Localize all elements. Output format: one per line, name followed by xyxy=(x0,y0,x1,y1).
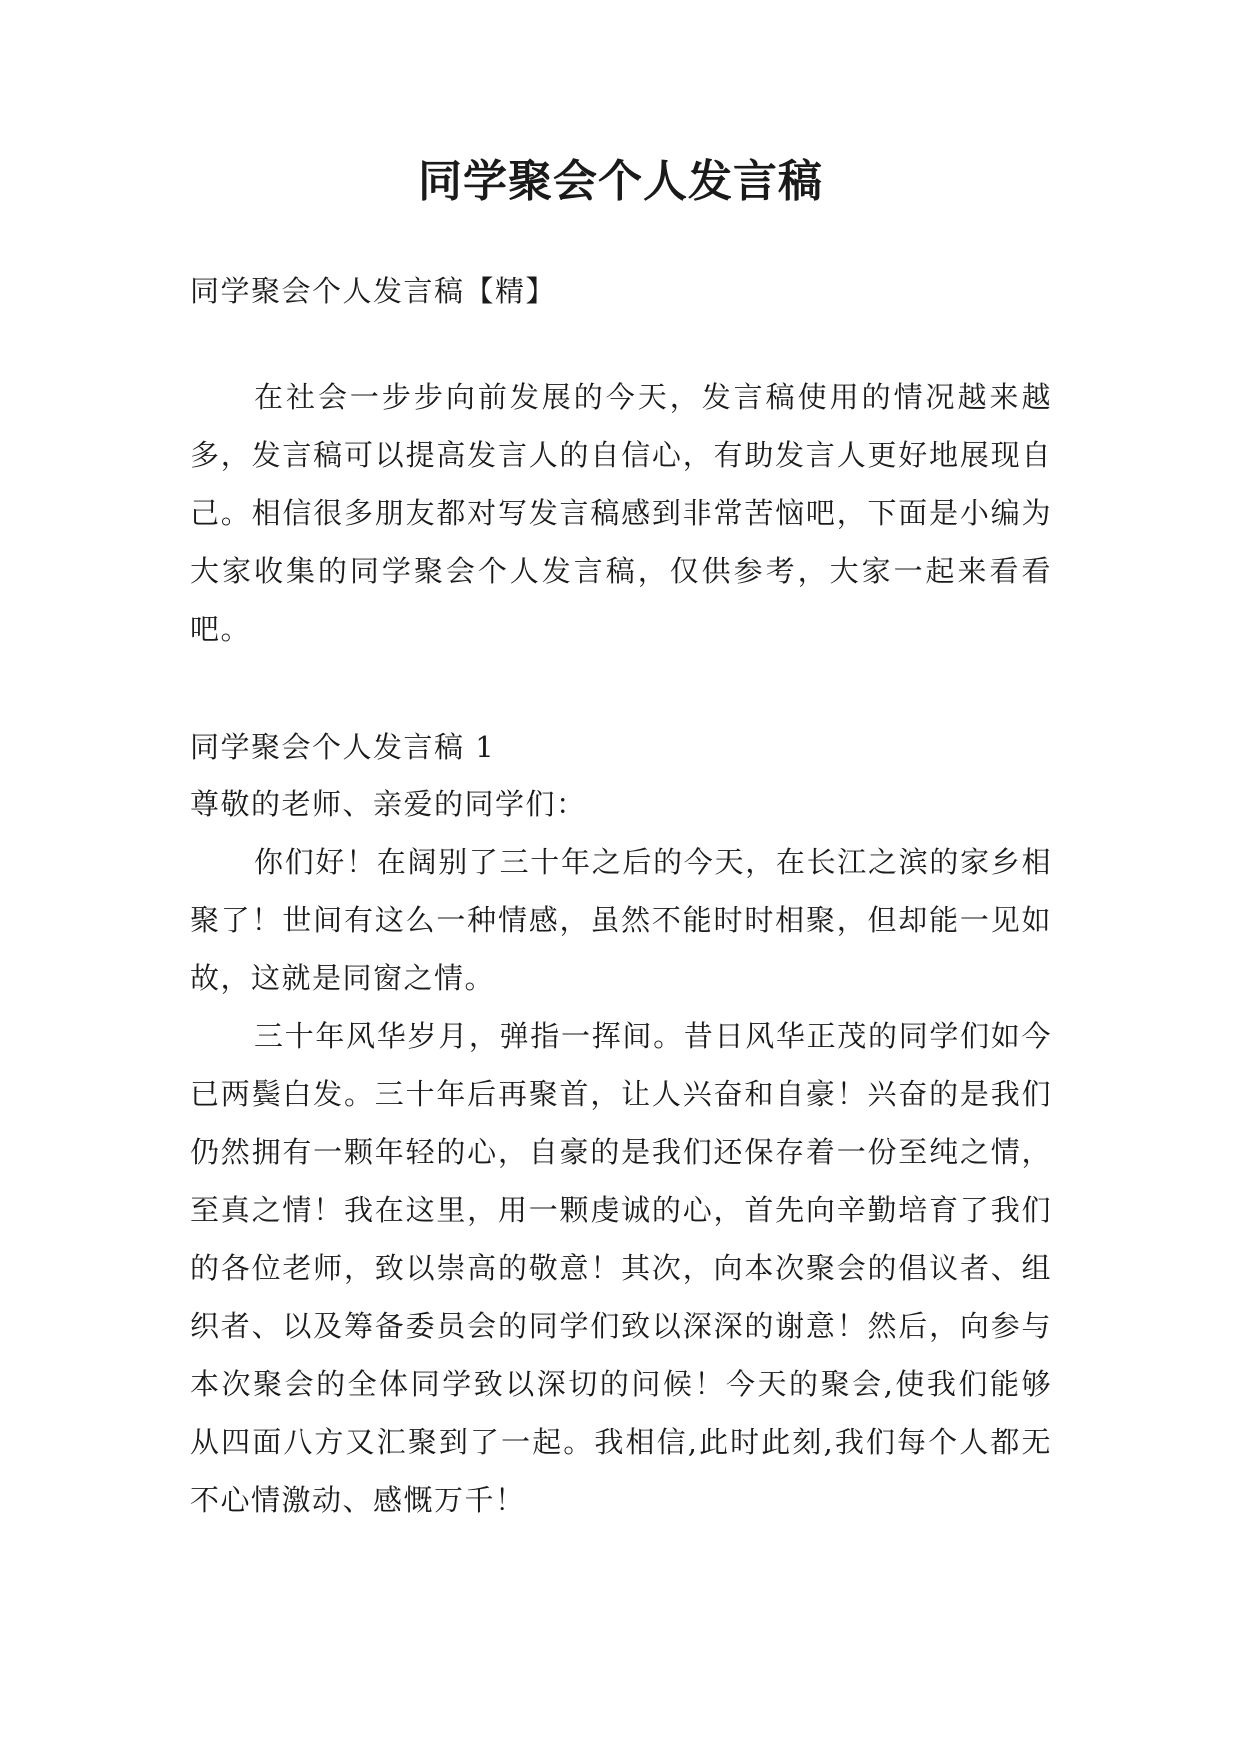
salutation: 尊敬的老师、亲爱的同学们： xyxy=(190,787,587,821)
body-paragraph-2: 三十年风华岁月，弹指一挥间。昔日风华正茂的同学们如今已两鬓白发。三十年后再聚首，让人兴奋和自豪！兴奋的是我们仍然拥有一颗年轻的心，自豪的是我们还保存着一份至纯之情，至真之情！我在这里，用一颗虔诚的心，首先向辛勤培育了我们的各位老师，致以崇高的敬意！其次，向本次聚会的倡议者、组织者、以及筹备委员会的同学们致以深深的谢意！然后，向参与本次聚会的全体同学致以深切的问候！今天的聚会,使我们能够从四面八方又汇聚到了一起。我相信,此时此刻,我们每个人都无不心情激动、感慨万千！ xyxy=(190,1019,1052,1517)
spacer xyxy=(190,658,1052,718)
section-heading: 同学聚会个人发言稿 1 xyxy=(190,730,496,764)
document-title: 同学聚会个人发言稿 xyxy=(418,156,823,207)
document-subtitle: 同学聚会个人发言稿【精】 xyxy=(190,274,557,308)
document-body xyxy=(190,262,1052,1529)
intro-paragraph: 在社会一步步向前发展的今天，发言稿使用的情况越来越多，发言稿可以提高发言人的自信心，有助发言人更好地展现自己。相信很多朋友都对写发言稿感到非常苦恼吧，下面是小编为大家收集的同学聚会个人发言稿，仅供参考，大家一起来看看吧。 xyxy=(190,380,1052,646)
body-paragraph-1: 你们好！在阔别了三十年之后的今天，在长江之滨的家乡相聚了！世间有这么一种情感，虽然不能时时相聚，但却能一见如故，这就是同窗之情。 xyxy=(190,845,1052,995)
spacer xyxy=(190,320,1052,368)
